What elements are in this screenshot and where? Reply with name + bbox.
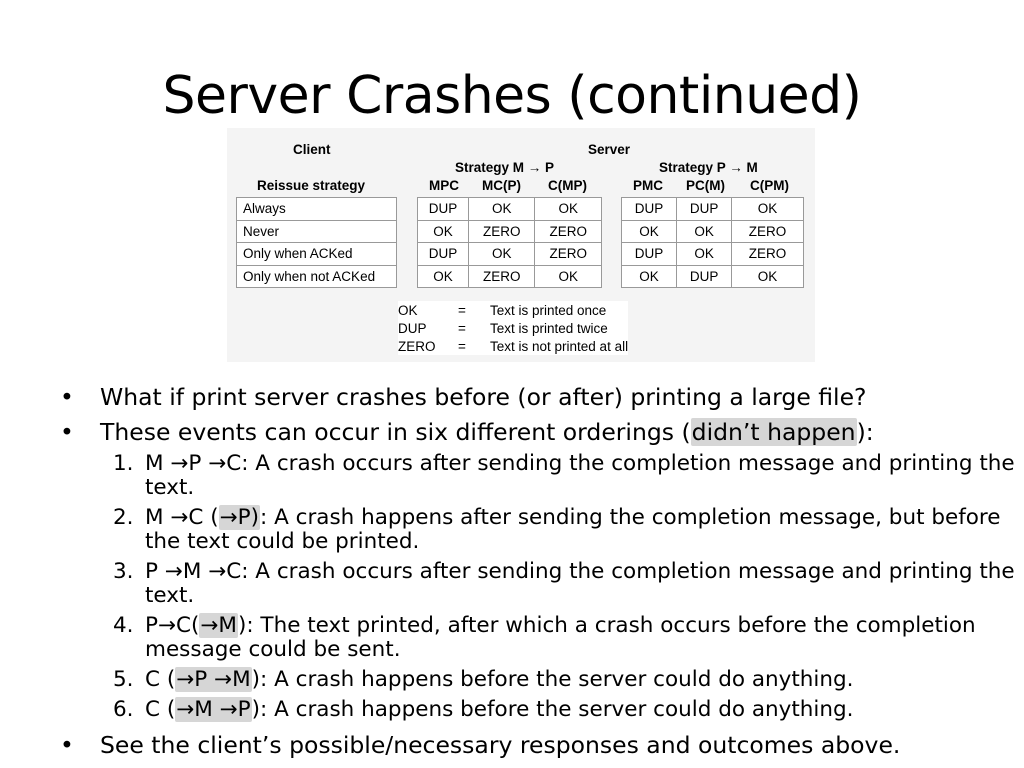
ordering-item <box>56 452 1016 500</box>
bullet-dot: • <box>60 731 74 759</box>
table-cell: Never <box>237 220 397 243</box>
highlighted-text: →M →P <box>176 697 251 722</box>
strategy-mp-label: Strategy M → P <box>455 160 555 175</box>
bullet-dot: • <box>60 383 74 411</box>
ordering-list <box>56 452 1016 722</box>
ordering-item <box>56 668 1016 692</box>
table-cell: OK <box>622 265 677 288</box>
table-cell: DUP <box>677 198 732 221</box>
col-header: PMC <box>633 178 663 193</box>
table-cell: Only when not ACKed <box>237 265 397 288</box>
item-text: M →P →C: A crash occurs after sending the completion message and printing the text. <box>145 451 1015 500</box>
table-cell: OK <box>732 265 804 288</box>
highlighted-text: →P) <box>219 505 260 530</box>
ordering-item <box>56 506 1016 554</box>
strategy-table-figure <box>227 128 815 362</box>
table-cell: Always <box>237 198 397 221</box>
highlighted-text: →M <box>200 613 237 638</box>
legend-eq: = <box>458 320 466 336</box>
item-text: M →C ( <box>145 505 219 530</box>
item-text: P→C( <box>145 613 200 638</box>
table-cell: DUP <box>418 198 469 221</box>
bullet-item <box>56 380 1016 415</box>
item-number: 6. <box>113 697 134 722</box>
item-text: C ( <box>145 667 176 692</box>
bullet-item <box>56 415 1016 450</box>
col-header: C(PM) <box>750 178 789 193</box>
item-text: : A crash happens after sending the completion message, but before the text could be printed. <box>145 505 1001 554</box>
table-cell: Only when ACKed <box>237 243 397 266</box>
table-cell: OK <box>622 220 677 243</box>
legend-desc: Text is not printed at all <box>490 338 629 354</box>
strategy-pm-label: Strategy P → M <box>659 160 758 175</box>
bullet-text: See the client’s possible/necessary responses and outcomes above. <box>100 731 901 759</box>
item-number: 5. <box>113 667 134 692</box>
server-label: Server <box>588 142 631 157</box>
legend-eq: = <box>458 338 466 354</box>
legend-eq: = <box>458 302 466 318</box>
ordering-item <box>56 614 1016 662</box>
item-number: 1. <box>113 451 134 476</box>
table-cell: OK <box>732 198 804 221</box>
table-cell: OK <box>535 265 602 288</box>
table-cell: OK <box>677 243 732 266</box>
item-text: ): The text printed, after which a crash occurs before the completion message could be sent. <box>145 613 976 662</box>
item-number: 4. <box>113 613 134 638</box>
table-cell: OK <box>418 220 469 243</box>
table-cell: OK <box>535 198 602 221</box>
table-cell: DUP <box>622 198 677 221</box>
client-label: Client <box>293 142 331 157</box>
col-header: MPC <box>429 178 459 193</box>
bullet-text: ): <box>856 418 874 446</box>
bullet-text: What if print server crashes before (or after) printing a large file? <box>100 383 867 411</box>
legend-key: ZERO <box>398 338 436 354</box>
item-text: C ( <box>145 697 176 722</box>
legend-key: DUP <box>398 320 427 336</box>
table-cell: ZERO <box>732 220 804 243</box>
client-strategy-table <box>236 197 397 288</box>
table-cell: OK <box>418 265 469 288</box>
table-cell: ZERO <box>535 220 602 243</box>
table-cell: OK <box>677 220 732 243</box>
table-cell: DUP <box>622 243 677 266</box>
item-text: P →M →C: A crash occurs after sending the completion message and printing the text. <box>145 559 1015 608</box>
table-cell: DUP <box>418 243 469 266</box>
slide-title: Server Crashes (continued) <box>162 66 862 126</box>
bullet-dot: • <box>60 418 74 446</box>
col-header: C(MP) <box>548 178 587 193</box>
legend-desc: Text is printed once <box>490 302 607 318</box>
item-number: 2. <box>113 505 134 530</box>
table-cell: ZERO <box>468 220 535 243</box>
highlighted-text: didn’t happen <box>691 418 856 446</box>
col-header: MC(P) <box>482 178 521 193</box>
bullet-item <box>56 728 1016 763</box>
strategy-mp-table <box>417 197 602 288</box>
table-cell: OK <box>468 198 535 221</box>
table-cell: ZERO <box>732 243 804 266</box>
ordering-item <box>56 698 1016 722</box>
item-number: 3. <box>113 559 134 584</box>
bullet-list <box>56 380 1016 763</box>
item-text: ): A crash happens before the server could do anything. <box>251 697 854 722</box>
highlighted-text: →P →M <box>176 667 251 692</box>
ordering-item <box>56 560 1016 608</box>
table-cell: ZERO <box>535 243 602 266</box>
table-cell: ZERO <box>468 265 535 288</box>
legend-desc: Text is printed twice <box>490 320 608 336</box>
col-header: PC(M) <box>686 178 725 193</box>
table-cell: OK <box>468 243 535 266</box>
item-text: ): A crash happens before the server could do anything. <box>251 667 854 692</box>
table-cell: DUP <box>677 265 732 288</box>
reissue-header: Reissue strategy <box>257 178 366 193</box>
legend-table <box>398 301 628 355</box>
bullet-text: These events can occur in six different orderings ( <box>100 418 691 446</box>
legend-key: OK <box>398 302 418 318</box>
strategy-pm-table <box>621 197 804 288</box>
